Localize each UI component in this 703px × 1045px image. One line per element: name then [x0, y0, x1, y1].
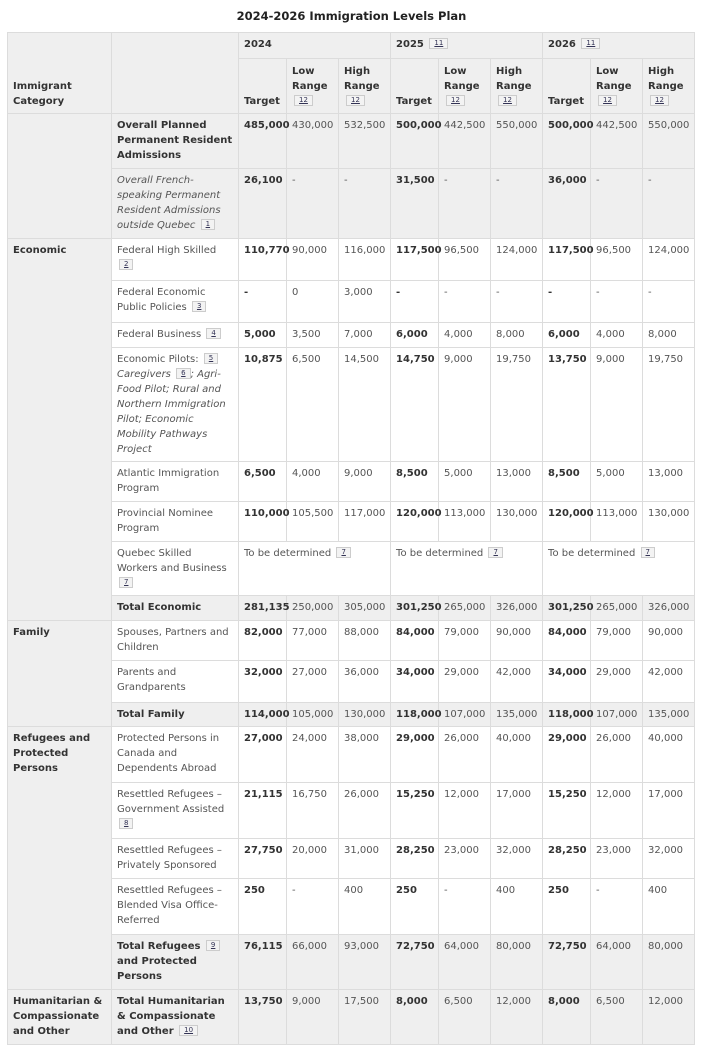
- value-cell: 110,000: [239, 502, 287, 542]
- value-cell: 110,770: [239, 239, 287, 281]
- table-row: [8, 990, 695, 1045]
- row-label: [112, 323, 239, 348]
- value-cell: 36,000: [339, 661, 391, 703]
- row-label: [112, 727, 239, 783]
- footnote-link[interactable]: 12: [498, 95, 517, 106]
- value-cell: 3,000: [339, 281, 391, 323]
- value-cell: 135,000: [643, 703, 695, 727]
- row-label-text: Protected Persons in Canada and Dependents Abroad: [117, 733, 220, 774]
- table-row: [8, 114, 695, 169]
- header-year-2025: 2025 11: [391, 33, 543, 59]
- value-cell: -: [643, 281, 695, 323]
- value-cell: 29,000: [543, 727, 591, 783]
- french-label: Overall French-speaking Permanent Resident Admissions outside Quebec: [117, 175, 221, 231]
- value-cell: 500,000: [543, 114, 591, 169]
- table-row: [8, 502, 695, 542]
- row-label-text: and Protected Persons: [117, 956, 197, 982]
- value-cell: 14,750: [391, 348, 439, 462]
- value-cell: 124,000: [491, 239, 543, 281]
- value-cell: 250: [239, 879, 287, 935]
- value-cell: 305,000: [339, 596, 391, 621]
- value-cell: 10,875: [239, 348, 287, 462]
- value-cell: 5,000: [439, 462, 491, 502]
- footnote-link[interactable]: 6: [176, 368, 190, 379]
- value-cell: 326,000: [643, 596, 695, 621]
- value-cell: 19,750: [643, 348, 695, 462]
- row-label-text: Federal Business: [117, 329, 202, 340]
- footnote-link[interactable]: 4: [206, 328, 220, 339]
- value-cell: 130,000: [491, 502, 543, 542]
- table-row: [8, 348, 695, 462]
- value-cell: 32,000: [643, 839, 695, 879]
- category-family: Family: [8, 621, 112, 727]
- table-row: [8, 703, 695, 727]
- value-cell: 12,000: [591, 783, 643, 839]
- value-cell: 8,000: [491, 323, 543, 348]
- value-cell: 105,500: [287, 502, 339, 542]
- table-row: [8, 621, 695, 661]
- value-cell: 31,500: [391, 169, 439, 239]
- value-cell: 12,000: [643, 990, 695, 1045]
- value-cell: 26,000: [591, 727, 643, 783]
- header-low-label: Low Range: [596, 66, 632, 92]
- value-cell: 23,000: [439, 839, 491, 879]
- row-label-total-economic: Total Economic: [112, 596, 239, 621]
- value-cell: 281,135: [239, 596, 287, 621]
- value-cell: 114,000: [239, 703, 287, 727]
- value-cell: 90,000: [643, 621, 695, 661]
- value-cell: 130,000: [643, 502, 695, 542]
- value-cell: 26,000: [439, 727, 491, 783]
- row-label: [112, 783, 239, 839]
- value-cell: 84,000: [543, 621, 591, 661]
- footnote-link[interactable]: 7: [336, 547, 350, 558]
- value-cell: 0: [287, 281, 339, 323]
- header-low-range: [591, 59, 643, 114]
- row-label-total-humanitarian: [112, 990, 239, 1045]
- value-cell: 4,000: [439, 323, 491, 348]
- value-cell: 90,000: [491, 621, 543, 661]
- value-cell: 116,000: [339, 239, 391, 281]
- value-cell: 120,000: [543, 502, 591, 542]
- value-cell: 250: [543, 879, 591, 935]
- value-cell: -: [591, 281, 643, 323]
- row-label-overall: Overall Planned Permanent Resident Admissions: [112, 114, 239, 169]
- header-low-range: [439, 59, 491, 114]
- value-cell: 500,000: [391, 114, 439, 169]
- footnote-link[interactable]: 12: [446, 95, 465, 106]
- footnote-link[interactable]: 12: [294, 95, 313, 106]
- value-cell: 117,500: [391, 239, 439, 281]
- header-high-label: High Range: [496, 66, 532, 92]
- row-label-quebec: [112, 542, 239, 596]
- value-cell: 8,000: [543, 990, 591, 1045]
- category-economic: Economic: [8, 239, 112, 621]
- value-cell: 17,500: [339, 990, 391, 1045]
- row-label: [112, 281, 239, 323]
- table-row: [8, 542, 695, 596]
- row-label-french: [112, 169, 239, 239]
- table-row: [8, 839, 695, 879]
- row-label: Parents and Grandparents: [112, 661, 239, 703]
- value-cell: 6,000: [391, 323, 439, 348]
- value-cell: 88,000: [339, 621, 391, 661]
- value-cell: 36,000: [543, 169, 591, 239]
- value-cell: 118,000: [391, 703, 439, 727]
- row-label-text: Total Refugees: [117, 941, 201, 952]
- header-blank: [112, 33, 239, 114]
- value-cell: 105,000: [287, 703, 339, 727]
- table-row: [8, 783, 695, 839]
- value-cell: 12,000: [439, 783, 491, 839]
- value-cell: 13,750: [543, 348, 591, 462]
- value-cell: 130,000: [339, 703, 391, 727]
- row-label-italic: Caregivers: [117, 369, 171, 380]
- row-label: [112, 239, 239, 281]
- header-high-label: High Range: [648, 66, 684, 92]
- value-cell: 120,000: [391, 502, 439, 542]
- table-title: 2024-2026 Immigration Levels Plan: [236, 9, 467, 23]
- table-row: [8, 727, 695, 783]
- value-cell: -: [491, 281, 543, 323]
- value-cell: 40,000: [491, 727, 543, 783]
- value-cell: 4,000: [287, 462, 339, 502]
- category-cell-blank: [8, 114, 112, 239]
- value-cell: 6,500: [591, 990, 643, 1045]
- value-cell: 96,500: [591, 239, 643, 281]
- value-cell: 29,000: [391, 727, 439, 783]
- value-cell: 79,000: [591, 621, 643, 661]
- value-cell: 250: [391, 879, 439, 935]
- value-cell: 28,250: [391, 839, 439, 879]
- header-immigrant-category: Immigrant Category: [8, 33, 112, 114]
- value-cell: 34,000: [391, 661, 439, 703]
- row-label: [112, 348, 239, 462]
- value-cell: 5,000: [239, 323, 287, 348]
- value-cell: 5,000: [591, 462, 643, 502]
- value-cell: 7,000: [339, 323, 391, 348]
- value-cell: 107,000: [439, 703, 491, 727]
- value-cell: 31,000: [339, 839, 391, 879]
- value-cell: 23,000: [591, 839, 643, 879]
- row-label: Spouses, Partners and Children: [112, 621, 239, 661]
- table-row: [8, 281, 695, 323]
- value-cell: -: [439, 281, 491, 323]
- immigration-levels-table: [7, 32, 695, 1045]
- footnote-link[interactable]: 2: [119, 259, 133, 270]
- tbd-text: To be determined: [396, 548, 484, 559]
- footnote-link[interactable]: 9: [206, 940, 220, 951]
- value-cell: 15,250: [391, 783, 439, 839]
- value-cell: 326,000: [491, 596, 543, 621]
- tbd-cell: [543, 542, 695, 596]
- row-label-text: Resettled Refugees – Privately Sponsored: [117, 845, 222, 871]
- value-cell: 301,250: [391, 596, 439, 621]
- value-cell: 72,750: [543, 935, 591, 990]
- footnote-link[interactable]: 12: [346, 95, 365, 106]
- value-cell: 16,750: [287, 783, 339, 839]
- value-cell: -: [391, 281, 439, 323]
- table-row: [8, 169, 695, 239]
- value-cell: 124,000: [643, 239, 695, 281]
- value-cell: 13,000: [643, 462, 695, 502]
- value-cell: 400: [339, 879, 391, 935]
- value-cell: 27,750: [239, 839, 287, 879]
- value-cell: 24,000: [287, 727, 339, 783]
- value-cell: 17,000: [643, 783, 695, 839]
- value-cell: 485,000: [239, 114, 287, 169]
- category-refugees: Refugees and Protected Persons: [8, 727, 112, 990]
- value-cell: 84,000: [391, 621, 439, 661]
- value-cell: 64,000: [591, 935, 643, 990]
- value-cell: 29,000: [591, 661, 643, 703]
- row-label-total-refugees: [112, 935, 239, 990]
- value-cell: 72,750: [391, 935, 439, 990]
- value-cell: -: [543, 281, 591, 323]
- row-label-text: Resettled Refugees – Government Assisted: [117, 789, 225, 815]
- value-cell: -: [287, 879, 339, 935]
- header-high-range: [491, 59, 543, 114]
- row-label: [112, 462, 239, 502]
- header-high-range: [339, 59, 391, 114]
- header-target: Target: [391, 59, 439, 114]
- footnote-link[interactable]: 7: [119, 577, 133, 588]
- value-cell: 430,000: [287, 114, 339, 169]
- row-label-text: Quebec Skilled Workers and Business: [117, 548, 227, 574]
- table-row: [8, 596, 695, 621]
- header-target: Target: [543, 59, 591, 114]
- tbd-text: To be determined: [244, 548, 332, 559]
- value-cell: -: [339, 169, 391, 239]
- row-label-text: Total Humanitarian & Compassionate and Other: [117, 996, 225, 1037]
- value-cell: 19,750: [491, 348, 543, 462]
- value-cell: 13,000: [491, 462, 543, 502]
- value-cell: 27,000: [287, 661, 339, 703]
- value-cell: 8,000: [391, 990, 439, 1045]
- table-row: [8, 879, 695, 935]
- value-cell: -: [239, 281, 287, 323]
- value-cell: 9,000: [339, 462, 391, 502]
- table-row: [8, 239, 695, 281]
- tbd-cell: [239, 542, 391, 596]
- footnote-link[interactable]: 7: [641, 547, 655, 558]
- row-label-text: Resettled Refugees – Blended Visa Office-Referred: [117, 885, 222, 926]
- value-cell: 550,000: [491, 114, 543, 169]
- value-cell: 13,750: [239, 990, 287, 1045]
- row-label-total-family: Total Family: [112, 703, 239, 727]
- header-high-range: [643, 59, 695, 114]
- value-cell: 400: [491, 879, 543, 935]
- value-cell: 9,000: [287, 990, 339, 1045]
- value-cell: 66,000: [287, 935, 339, 990]
- value-cell: 82,000: [239, 621, 287, 661]
- value-cell: -: [591, 169, 643, 239]
- header-year-2026: 2026 11: [543, 33, 695, 59]
- header-high-label: High Range: [344, 66, 380, 92]
- row-label-text: Atlantic Immigration Program: [117, 468, 220, 494]
- value-cell: 113,000: [591, 502, 643, 542]
- tbd-cell: [391, 542, 543, 596]
- value-cell: -: [439, 169, 491, 239]
- row-label: [112, 502, 239, 542]
- header-low-range: [287, 59, 339, 114]
- value-cell: 21,115: [239, 783, 287, 839]
- value-cell: 113,000: [439, 502, 491, 542]
- value-cell: -: [591, 879, 643, 935]
- value-cell: 15,250: [543, 783, 591, 839]
- value-cell: 8,500: [391, 462, 439, 502]
- header-year-2024: 2024: [239, 33, 391, 59]
- value-cell: 29,000: [439, 661, 491, 703]
- table-row: [8, 323, 695, 348]
- value-cell: 12,000: [491, 990, 543, 1045]
- footnote-link[interactable]: 7: [488, 547, 502, 558]
- value-cell: 4,000: [591, 323, 643, 348]
- value-cell: 250,000: [287, 596, 339, 621]
- header-low-label: Low Range: [292, 66, 328, 92]
- footnote-link[interactable]: 1: [201, 219, 215, 230]
- value-cell: -: [643, 169, 695, 239]
- value-cell: 80,000: [491, 935, 543, 990]
- value-cell: 28,250: [543, 839, 591, 879]
- footnote-link[interactable]: 5: [204, 353, 218, 364]
- value-cell: 301,250: [543, 596, 591, 621]
- value-cell: 3,500: [287, 323, 339, 348]
- value-cell: -: [439, 879, 491, 935]
- row-label-text: Economic Pilots:: [117, 354, 199, 365]
- value-cell: 400: [643, 879, 695, 935]
- value-cell: 550,000: [643, 114, 695, 169]
- value-cell: 265,000: [439, 596, 491, 621]
- row-label-italic: ; Agri-Food Pilot; Rural and Northern Immigration Pilot; Economic Mobility Pathways Project: [117, 369, 226, 455]
- value-cell: 40,000: [643, 727, 695, 783]
- value-cell: 79,000: [439, 621, 491, 661]
- footnote-link[interactable]: 8: [119, 818, 133, 829]
- value-cell: 6,500: [439, 990, 491, 1045]
- value-cell: 76,115: [239, 935, 287, 990]
- value-cell: 34,000: [543, 661, 591, 703]
- value-cell: 8,500: [543, 462, 591, 502]
- header-target: Target: [239, 59, 287, 114]
- footnote-link[interactable]: 12: [650, 95, 669, 106]
- value-cell: 6,500: [287, 348, 339, 462]
- footnote-link[interactable]: 12: [598, 95, 617, 106]
- row-label: [112, 839, 239, 879]
- value-cell: 26,000: [339, 783, 391, 839]
- value-cell: 64,000: [439, 935, 491, 990]
- value-cell: 6,500: [239, 462, 287, 502]
- value-cell: 8,000: [643, 323, 695, 348]
- footnote-link[interactable]: 3: [192, 301, 206, 312]
- value-cell: 20,000: [287, 839, 339, 879]
- value-cell: 77,000: [287, 621, 339, 661]
- value-cell: 9,000: [439, 348, 491, 462]
- value-cell: 17,000: [491, 783, 543, 839]
- value-cell: 96,500: [439, 239, 491, 281]
- row-label-text: Provincial Nominee Program: [117, 508, 214, 534]
- value-cell: 27,000: [239, 727, 287, 783]
- value-cell: 118,000: [543, 703, 591, 727]
- category-humanitarian: Humanitarian & Compassionate and Other: [8, 990, 112, 1045]
- tbd-text: To be determined: [548, 548, 636, 559]
- footnote-link[interactable]: 10: [179, 1025, 198, 1036]
- value-cell: 32,000: [491, 839, 543, 879]
- row-label-text: Federal High Skilled: [117, 245, 217, 256]
- footnote-link[interactable]: 11: [581, 38, 600, 49]
- table-row: [8, 935, 695, 990]
- value-cell: 442,500: [439, 114, 491, 169]
- value-cell: -: [287, 169, 339, 239]
- row-label-text: Federal Economic Public Policies: [117, 287, 206, 313]
- value-cell: 442,500: [591, 114, 643, 169]
- value-cell: 93,000: [339, 935, 391, 990]
- footnote-link[interactable]: 11: [429, 38, 448, 49]
- value-cell: 32,000: [239, 661, 287, 703]
- row-label: [112, 879, 239, 935]
- value-cell: -: [491, 169, 543, 239]
- value-cell: 265,000: [591, 596, 643, 621]
- table-row: [8, 462, 695, 502]
- header-low-label: Low Range: [444, 66, 480, 92]
- value-cell: 80,000: [643, 935, 695, 990]
- table-row: [8, 661, 695, 703]
- value-cell: 532,500: [339, 114, 391, 169]
- value-cell: 117,000: [339, 502, 391, 542]
- value-cell: 42,000: [643, 661, 695, 703]
- value-cell: 107,000: [591, 703, 643, 727]
- value-cell: 26,100: [239, 169, 287, 239]
- value-cell: 117,500: [543, 239, 591, 281]
- value-cell: 90,000: [287, 239, 339, 281]
- value-cell: 135,000: [491, 703, 543, 727]
- value-cell: 9,000: [591, 348, 643, 462]
- value-cell: 14,500: [339, 348, 391, 462]
- value-cell: 6,000: [543, 323, 591, 348]
- value-cell: 42,000: [491, 661, 543, 703]
- value-cell: 38,000: [339, 727, 391, 783]
